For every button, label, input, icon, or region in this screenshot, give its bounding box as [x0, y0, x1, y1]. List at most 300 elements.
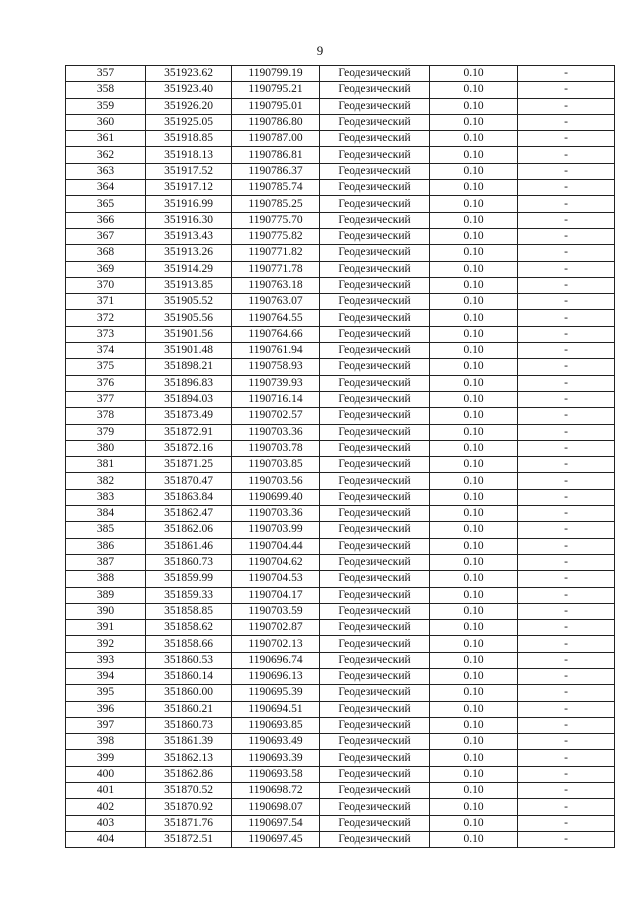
table-row — [66, 131, 615, 147]
table-row — [66, 506, 615, 522]
x-coordinate-cell: 351862.86 — [146, 766, 232, 782]
table-row — [66, 359, 615, 375]
method-cell: Геодезический — [320, 766, 430, 782]
x-coordinate-cell: 351898.21 — [146, 359, 232, 375]
y-coordinate-cell: 1190703.85 — [232, 457, 320, 473]
table-row — [66, 489, 615, 505]
y-coordinate-cell: 1190702.13 — [232, 636, 320, 652]
x-coordinate-cell: 351925.05 — [146, 114, 232, 130]
x-coordinate-cell: 351913.43 — [146, 228, 232, 244]
table-row — [66, 538, 615, 554]
y-coordinate-cell: 1190693.49 — [232, 734, 320, 750]
point-number-cell: 381 — [66, 457, 146, 473]
point-number-cell: 404 — [66, 831, 146, 847]
point-number-cell: 402 — [66, 799, 146, 815]
method-cell: Геодезический — [320, 457, 430, 473]
table-row — [66, 799, 615, 815]
point-number-cell: 391 — [66, 620, 146, 636]
x-coordinate-cell: 351918.13 — [146, 147, 232, 163]
y-coordinate-cell: 1190703.59 — [232, 603, 320, 619]
method-cell: Геодезический — [320, 815, 430, 831]
y-coordinate-cell: 1190702.57 — [232, 408, 320, 424]
accuracy-cell: 0.10 — [430, 620, 518, 636]
point-number-cell: 399 — [66, 750, 146, 766]
method-cell: Геодезический — [320, 114, 430, 130]
y-coordinate-cell: 1190698.07 — [232, 799, 320, 815]
description-cell: - — [518, 408, 615, 424]
point-number-cell: 395 — [66, 685, 146, 701]
y-coordinate-cell: 1190786.80 — [232, 114, 320, 130]
table-row — [66, 783, 615, 799]
y-coordinate-cell: 1190795.01 — [232, 98, 320, 114]
table-row — [66, 652, 615, 668]
point-number-cell: 393 — [66, 652, 146, 668]
table-row — [66, 391, 615, 407]
table-row — [66, 326, 615, 342]
point-number-cell: 387 — [66, 554, 146, 570]
point-number-cell: 374 — [66, 343, 146, 359]
accuracy-cell: 0.10 — [430, 587, 518, 603]
accuracy-cell: 0.10 — [430, 473, 518, 489]
point-number-cell: 370 — [66, 277, 146, 293]
accuracy-cell: 0.10 — [430, 783, 518, 799]
method-cell: Геодезический — [320, 554, 430, 570]
point-number-cell: 390 — [66, 603, 146, 619]
description-cell: - — [518, 685, 615, 701]
y-coordinate-cell: 1190704.62 — [232, 554, 320, 570]
point-number-cell: 379 — [66, 424, 146, 440]
accuracy-cell: 0.10 — [430, 245, 518, 261]
y-coordinate-cell: 1190764.55 — [232, 310, 320, 326]
point-number-cell: 359 — [66, 98, 146, 114]
point-number-cell: 377 — [66, 391, 146, 407]
x-coordinate-cell: 351862.47 — [146, 506, 232, 522]
method-cell: Геодезический — [320, 147, 430, 163]
description-cell: - — [518, 587, 615, 603]
y-coordinate-cell: 1190698.72 — [232, 783, 320, 799]
point-number-cell: 383 — [66, 489, 146, 505]
accuracy-cell: 0.10 — [430, 147, 518, 163]
method-cell: Геодезический — [320, 506, 430, 522]
description-cell: - — [518, 359, 615, 375]
method-cell: Геодезический — [320, 375, 430, 391]
accuracy-cell: 0.10 — [430, 261, 518, 277]
x-coordinate-cell: 351870.52 — [146, 783, 232, 799]
table-row — [66, 766, 615, 782]
description-cell: - — [518, 636, 615, 652]
point-number-cell: 386 — [66, 538, 146, 554]
point-number-cell: 388 — [66, 571, 146, 587]
method-cell: Геодезический — [320, 82, 430, 98]
table-row — [66, 245, 615, 261]
description-cell: - — [518, 717, 615, 733]
description-cell: - — [518, 766, 615, 782]
point-number-cell: 361 — [66, 131, 146, 147]
point-number-cell: 368 — [66, 245, 146, 261]
x-coordinate-cell: 351860.73 — [146, 554, 232, 570]
y-coordinate-cell: 1190704.53 — [232, 571, 320, 587]
method-cell: Геодезический — [320, 783, 430, 799]
y-coordinate-cell: 1190697.54 — [232, 815, 320, 831]
point-number-cell: 372 — [66, 310, 146, 326]
table-row — [66, 228, 615, 244]
description-cell: - — [518, 506, 615, 522]
y-coordinate-cell: 1190763.07 — [232, 294, 320, 310]
table-row — [66, 620, 615, 636]
method-cell: Геодезический — [320, 196, 430, 212]
y-coordinate-cell: 1190795.21 — [232, 82, 320, 98]
table-row — [66, 815, 615, 831]
y-coordinate-cell: 1190785.25 — [232, 196, 320, 212]
description-cell: - — [518, 538, 615, 554]
accuracy-cell: 0.10 — [430, 457, 518, 473]
point-number-cell: 389 — [66, 587, 146, 603]
description-cell: - — [518, 652, 615, 668]
accuracy-cell: 0.10 — [430, 799, 518, 815]
table-row — [66, 98, 615, 114]
point-number-cell: 385 — [66, 522, 146, 538]
method-cell: Геодезический — [320, 261, 430, 277]
x-coordinate-cell: 351860.73 — [146, 717, 232, 733]
y-coordinate-cell: 1190771.82 — [232, 245, 320, 261]
y-coordinate-cell: 1190703.36 — [232, 424, 320, 440]
method-cell: Геодезический — [320, 343, 430, 359]
description-cell: - — [518, 114, 615, 130]
description-cell: - — [518, 750, 615, 766]
y-coordinate-cell: 1190704.44 — [232, 538, 320, 554]
x-coordinate-cell: 351860.14 — [146, 668, 232, 684]
description-cell: - — [518, 131, 615, 147]
y-coordinate-cell: 1190693.39 — [232, 750, 320, 766]
point-number-cell: 376 — [66, 375, 146, 391]
table-row — [66, 261, 615, 277]
table-row — [66, 457, 615, 473]
accuracy-cell: 0.10 — [430, 343, 518, 359]
y-coordinate-cell: 1190702.87 — [232, 620, 320, 636]
description-cell: - — [518, 180, 615, 196]
description-cell: - — [518, 554, 615, 570]
point-number-cell: 400 — [66, 766, 146, 782]
accuracy-cell: 0.10 — [430, 375, 518, 391]
x-coordinate-cell: 351858.66 — [146, 636, 232, 652]
table-row — [66, 66, 615, 82]
accuracy-cell: 0.10 — [430, 408, 518, 424]
point-number-cell: 371 — [66, 294, 146, 310]
method-cell: Геодезический — [320, 228, 430, 244]
x-coordinate-cell: 351872.51 — [146, 831, 232, 847]
table-row — [66, 196, 615, 212]
y-coordinate-cell: 1190704.17 — [232, 587, 320, 603]
y-coordinate-cell: 1190775.82 — [232, 228, 320, 244]
method-cell: Геодезический — [320, 180, 430, 196]
x-coordinate-cell: 351914.29 — [146, 261, 232, 277]
description-cell: - — [518, 571, 615, 587]
accuracy-cell: 0.10 — [430, 506, 518, 522]
x-coordinate-cell: 351859.99 — [146, 571, 232, 587]
accuracy-cell: 0.10 — [430, 114, 518, 130]
description-cell: - — [518, 261, 615, 277]
x-coordinate-cell: 351858.85 — [146, 603, 232, 619]
accuracy-cell: 0.10 — [430, 228, 518, 244]
accuracy-cell: 0.10 — [430, 180, 518, 196]
point-number-cell: 362 — [66, 147, 146, 163]
table-row — [66, 375, 615, 391]
coordinates-table — [65, 65, 615, 848]
method-cell: Геодезический — [320, 652, 430, 668]
accuracy-cell: 0.10 — [430, 391, 518, 407]
table-row — [66, 701, 615, 717]
x-coordinate-cell: 351861.39 — [146, 734, 232, 750]
y-coordinate-cell: 1190693.85 — [232, 717, 320, 733]
x-coordinate-cell: 351916.99 — [146, 196, 232, 212]
description-cell: - — [518, 163, 615, 179]
x-coordinate-cell: 351870.92 — [146, 799, 232, 815]
x-coordinate-cell: 351859.33 — [146, 587, 232, 603]
y-coordinate-cell: 1190693.58 — [232, 766, 320, 782]
point-number-cell: 382 — [66, 473, 146, 489]
description-cell: - — [518, 228, 615, 244]
y-coordinate-cell: 1190696.74 — [232, 652, 320, 668]
y-coordinate-cell: 1190703.78 — [232, 440, 320, 456]
table-row — [66, 717, 615, 733]
x-coordinate-cell: 351918.85 — [146, 131, 232, 147]
table-row — [66, 212, 615, 228]
point-number-cell: 357 — [66, 66, 146, 82]
point-number-cell: 365 — [66, 196, 146, 212]
x-coordinate-cell: 351905.52 — [146, 294, 232, 310]
accuracy-cell: 0.10 — [430, 310, 518, 326]
table-row — [66, 82, 615, 98]
table-row — [66, 831, 615, 847]
method-cell: Геодезический — [320, 489, 430, 505]
method-cell: Геодезический — [320, 98, 430, 114]
y-coordinate-cell: 1190758.93 — [232, 359, 320, 375]
description-cell: - — [518, 245, 615, 261]
x-coordinate-cell: 351860.53 — [146, 652, 232, 668]
x-coordinate-cell: 351926.20 — [146, 98, 232, 114]
description-cell: - — [518, 489, 615, 505]
description-cell: - — [518, 440, 615, 456]
accuracy-cell: 0.10 — [430, 212, 518, 228]
accuracy-cell: 0.10 — [430, 685, 518, 701]
y-coordinate-cell: 1190799.19 — [232, 66, 320, 82]
table-row — [66, 440, 615, 456]
description-cell: - — [518, 326, 615, 342]
method-cell: Геодезический — [320, 212, 430, 228]
method-cell: Геодезический — [320, 131, 430, 147]
x-coordinate-cell: 351872.91 — [146, 424, 232, 440]
description-cell: - — [518, 391, 615, 407]
table-row — [66, 571, 615, 587]
point-number-cell: 366 — [66, 212, 146, 228]
x-coordinate-cell: 351871.76 — [146, 815, 232, 831]
x-coordinate-cell: 351873.49 — [146, 408, 232, 424]
accuracy-cell: 0.10 — [430, 701, 518, 717]
description-cell: - — [518, 783, 615, 799]
x-coordinate-cell: 351901.56 — [146, 326, 232, 342]
y-coordinate-cell: 1190786.81 — [232, 147, 320, 163]
method-cell: Геодезический — [320, 473, 430, 489]
description-cell: - — [518, 603, 615, 619]
x-coordinate-cell: 351905.56 — [146, 310, 232, 326]
table-row — [66, 473, 615, 489]
y-coordinate-cell: 1190694.51 — [232, 701, 320, 717]
table-row — [66, 554, 615, 570]
method-cell: Геодезический — [320, 424, 430, 440]
y-coordinate-cell: 1190761.94 — [232, 343, 320, 359]
method-cell: Геодезический — [320, 66, 430, 82]
method-cell: Геодезический — [320, 326, 430, 342]
x-coordinate-cell: 351860.00 — [146, 685, 232, 701]
table-row — [66, 603, 615, 619]
point-number-cell: 403 — [66, 815, 146, 831]
table-row — [66, 587, 615, 603]
method-cell: Геодезический — [320, 310, 430, 326]
description-cell: - — [518, 701, 615, 717]
x-coordinate-cell: 351872.16 — [146, 440, 232, 456]
method-cell: Геодезический — [320, 359, 430, 375]
method-cell: Геодезический — [320, 831, 430, 847]
description-cell: - — [518, 66, 615, 82]
x-coordinate-cell: 351901.48 — [146, 343, 232, 359]
table-row — [66, 522, 615, 538]
description-cell: - — [518, 522, 615, 538]
accuracy-cell: 0.10 — [430, 554, 518, 570]
description-cell: - — [518, 831, 615, 847]
accuracy-cell: 0.10 — [430, 603, 518, 619]
description-cell: - — [518, 620, 615, 636]
table-row — [66, 294, 615, 310]
accuracy-cell: 0.10 — [430, 98, 518, 114]
y-coordinate-cell: 1190703.56 — [232, 473, 320, 489]
point-number-cell: 380 — [66, 440, 146, 456]
point-number-cell: 401 — [66, 783, 146, 799]
x-coordinate-cell: 351913.26 — [146, 245, 232, 261]
method-cell: Геодезический — [320, 163, 430, 179]
method-cell: Геодезический — [320, 620, 430, 636]
x-coordinate-cell: 351917.52 — [146, 163, 232, 179]
description-cell: - — [518, 294, 615, 310]
table-row — [66, 343, 615, 359]
table-row — [66, 668, 615, 684]
point-number-cell: 392 — [66, 636, 146, 652]
description-cell: - — [518, 375, 615, 391]
point-number-cell: 397 — [66, 717, 146, 733]
accuracy-cell: 0.10 — [430, 522, 518, 538]
y-coordinate-cell: 1190695.39 — [232, 685, 320, 701]
page-number: 9 — [316, 43, 324, 58]
point-number-cell: 364 — [66, 180, 146, 196]
point-number-cell: 394 — [66, 668, 146, 684]
table-row — [66, 180, 615, 196]
y-coordinate-cell: 1190785.74 — [232, 180, 320, 196]
method-cell: Геодезический — [320, 701, 430, 717]
point-number-cell: 373 — [66, 326, 146, 342]
y-coordinate-cell: 1190696.13 — [232, 668, 320, 684]
accuracy-cell: 0.10 — [430, 652, 518, 668]
x-coordinate-cell: 351862.06 — [146, 522, 232, 538]
x-coordinate-cell: 351916.30 — [146, 212, 232, 228]
point-number-cell: 358 — [66, 82, 146, 98]
x-coordinate-cell: 351923.62 — [146, 66, 232, 82]
accuracy-cell: 0.10 — [430, 163, 518, 179]
accuracy-cell: 0.10 — [430, 326, 518, 342]
y-coordinate-cell: 1190739.93 — [232, 375, 320, 391]
accuracy-cell: 0.10 — [430, 440, 518, 456]
y-coordinate-cell: 1190786.37 — [232, 163, 320, 179]
method-cell: Геодезический — [320, 391, 430, 407]
accuracy-cell: 0.10 — [430, 424, 518, 440]
accuracy-cell: 0.10 — [430, 131, 518, 147]
table-row — [66, 636, 615, 652]
y-coordinate-cell: 1190771.78 — [232, 261, 320, 277]
y-coordinate-cell: 1190699.40 — [232, 489, 320, 505]
x-coordinate-cell: 351860.21 — [146, 701, 232, 717]
accuracy-cell: 0.10 — [430, 277, 518, 293]
accuracy-cell: 0.10 — [430, 668, 518, 684]
accuracy-cell: 0.10 — [430, 66, 518, 82]
method-cell: Геодезический — [320, 571, 430, 587]
description-cell: - — [518, 424, 615, 440]
method-cell: Геодезический — [320, 538, 430, 554]
description-cell: - — [518, 473, 615, 489]
method-cell: Геодезический — [320, 799, 430, 815]
x-coordinate-cell: 351863.84 — [146, 489, 232, 505]
method-cell: Геодезический — [320, 636, 430, 652]
accuracy-cell: 0.10 — [430, 359, 518, 375]
method-cell: Геодезический — [320, 685, 430, 701]
description-cell: - — [518, 799, 615, 815]
point-number-cell: 375 — [66, 359, 146, 375]
table-row — [66, 277, 615, 293]
accuracy-cell: 0.10 — [430, 750, 518, 766]
description-cell: - — [518, 343, 615, 359]
point-number-cell: 367 — [66, 228, 146, 244]
point-number-cell: 378 — [66, 408, 146, 424]
accuracy-cell: 0.10 — [430, 196, 518, 212]
table-row — [66, 408, 615, 424]
description-cell: - — [518, 668, 615, 684]
x-coordinate-cell: 351913.85 — [146, 277, 232, 293]
method-cell: Геодезический — [320, 522, 430, 538]
method-cell: Геодезический — [320, 587, 430, 603]
table-row — [66, 685, 615, 701]
accuracy-cell: 0.10 — [430, 831, 518, 847]
method-cell: Геодезический — [320, 734, 430, 750]
method-cell: Геодезический — [320, 408, 430, 424]
accuracy-cell: 0.10 — [430, 815, 518, 831]
y-coordinate-cell: 1190764.66 — [232, 326, 320, 342]
point-number-cell: 360 — [66, 114, 146, 130]
method-cell: Геодезический — [320, 277, 430, 293]
y-coordinate-cell: 1190703.99 — [232, 522, 320, 538]
y-coordinate-cell: 1190703.36 — [232, 506, 320, 522]
x-coordinate-cell: 351862.13 — [146, 750, 232, 766]
table-row — [66, 750, 615, 766]
point-number-cell: 398 — [66, 734, 146, 750]
x-coordinate-cell: 351896.83 — [146, 375, 232, 391]
description-cell: - — [518, 310, 615, 326]
accuracy-cell: 0.10 — [430, 766, 518, 782]
x-coordinate-cell: 351861.46 — [146, 538, 232, 554]
x-coordinate-cell: 351870.47 — [146, 473, 232, 489]
accuracy-cell: 0.10 — [430, 489, 518, 505]
accuracy-cell: 0.10 — [430, 571, 518, 587]
accuracy-cell: 0.10 — [430, 82, 518, 98]
table-row — [66, 734, 615, 750]
y-coordinate-cell: 1190775.70 — [232, 212, 320, 228]
method-cell: Геодезический — [320, 717, 430, 733]
